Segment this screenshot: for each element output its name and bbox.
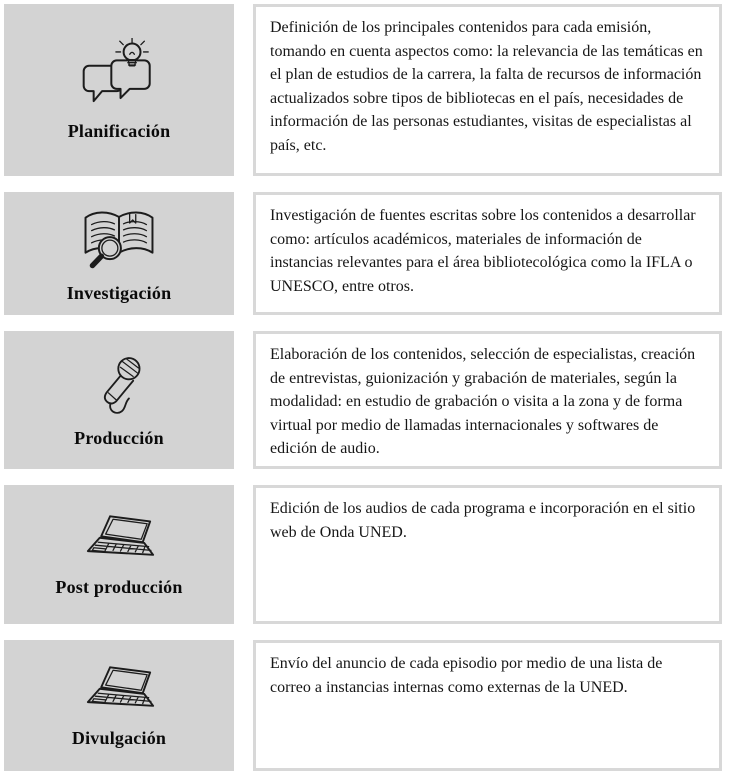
stage-description-box [253,331,722,469]
stage-description-box [253,4,722,176]
stage-description: Edición de los audios de cada programa e incorporación en el sitio web de Onda UNED. [270,500,696,541]
stage-label: Investigación [66,282,172,303]
stage-card-investigacion [4,192,234,315]
microphone-icon [85,351,153,419]
stage-row-planificacion [4,4,722,176]
stage-row-produccion [4,331,722,469]
stage-card-planificacion [4,4,234,176]
stage-row-divulgacion [4,640,722,771]
stage-description-box [253,485,722,624]
stage-description-box [253,192,722,315]
book-magnifier-icon [79,204,159,274]
stage-label: Post producción [55,576,183,597]
stage-card-produccion [4,331,234,469]
laptop-icon [76,663,162,719]
stage-card-divulgacion [4,640,234,771]
laptop-icon [76,512,162,568]
stage-description: Definición de los principales contenidos para cada emisión, tomando en cuenta aspectos como: la relevancia de las temáticas en el plan de estudios de la carrera, la falta de recursos de información actualizados sobre tipos de bibliotecas en el país, necesidades de información de las personas estudiantes, visitas de especialistas al país, etc. [270,19,703,154]
stage-label: Producción [74,428,164,448]
stage-row-investigacion [4,192,722,315]
speech-bubbles-lightbulb-icon [76,38,162,112]
stage-label: Planificación [67,121,171,141]
stage-description: Elaboración de los contenidos, selección de especialistas, creación de entrevistas, guionización y grabación de materiales, según la modalidad: en estudio de grabación o visita a la zona y de forma virtual por medio de llamadas internacionales y softwares de edición de audio. [270,346,696,457]
stage-description: Investigación de fuentes escritas sobre los contenidos a desarrollar como: artículos académicos, materiales de información de instancias relevantes para el área bibliotecológica como la IFLA o UNESCO, entre otros. [270,207,696,295]
stage-card-post-produccion [4,485,234,624]
stage-description: Envío del anuncio de cada episodio por medio de una lista de correo a instancias internas como externas de la UNED. [270,655,663,696]
stage-description-box [253,640,722,771]
stage-label: Divulgación [71,727,167,748]
stage-row-post-produccion [4,485,722,624]
